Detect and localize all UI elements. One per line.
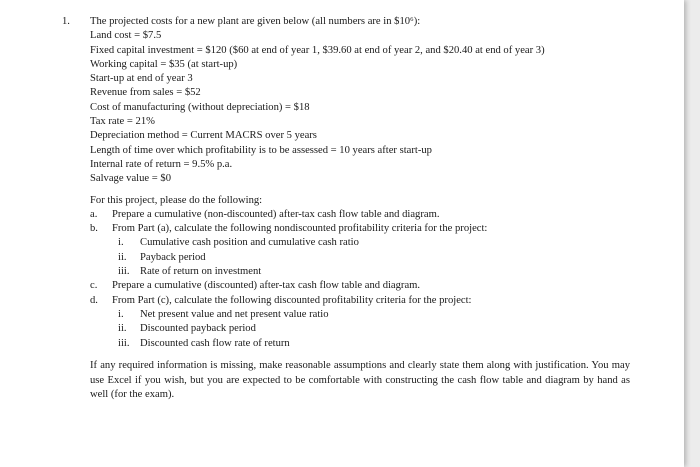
task-d-i bbox=[90, 308, 680, 322]
subtask-label: iii. bbox=[118, 266, 130, 278]
given-land-cost: Land cost = $7.5 bbox=[90, 30, 162, 42]
task-label: a. bbox=[90, 208, 98, 220]
task-list bbox=[90, 208, 680, 351]
subtask-text: Discounted cash flow rate of return bbox=[140, 337, 290, 349]
task-b-ii bbox=[90, 251, 680, 265]
question-intro: The projected costs for a new plant are given below (all numbers are in $10⁶): bbox=[90, 16, 421, 27]
task-d bbox=[90, 294, 680, 308]
given-irr: Internal rate of return = 9.5% p.a. bbox=[90, 158, 233, 170]
task-label: c. bbox=[90, 280, 98, 292]
task-b bbox=[90, 222, 680, 236]
tasks-intro: For this project, please do the following: bbox=[90, 194, 263, 206]
given-revenue: Revenue from sales = $52 bbox=[90, 87, 201, 99]
given-working-capital: Working capital = $35 (at start-up) bbox=[90, 58, 238, 70]
task-a bbox=[90, 208, 680, 222]
given-start-up: Start-up at end of year 3 bbox=[90, 73, 193, 85]
task-label: b. bbox=[90, 223, 98, 235]
subtask-text: Rate of return on investment bbox=[140, 266, 262, 278]
instructions-note: If any required information is missing, make reasonable assumptions and clearly state them along with justification. You may use Excel if you wish, but you are expected to be comfortable with constructing the cash flow table and diagram by hand as well (for the exam). bbox=[90, 359, 630, 401]
task-d-iii bbox=[90, 337, 680, 351]
task-c bbox=[90, 279, 680, 293]
task-text: From Part (c), calculate the following discounted profitability criteria for the project: bbox=[112, 294, 472, 306]
subtask-label: ii. bbox=[118, 323, 127, 335]
question-body bbox=[90, 15, 680, 403]
given-data-list bbox=[90, 29, 680, 186]
given-tax-rate: Tax rate = 21% bbox=[90, 116, 155, 128]
subtask-label: ii. bbox=[118, 251, 127, 263]
task-d-ii bbox=[90, 322, 680, 336]
given-salvage: Salvage value = $0 bbox=[90, 173, 171, 185]
task-text: Prepare a cumulative (discounted) after-tax cash flow table and diagram. bbox=[112, 280, 421, 292]
given-project-life: Length of time over which profitability is to be assessed = 10 years after start-up bbox=[90, 144, 432, 156]
subtask-text: Net present value and net present value ratio bbox=[140, 308, 329, 320]
subtask-label: iii. bbox=[118, 337, 130, 349]
subtask-text: Payback period bbox=[140, 251, 206, 263]
given-cost-of-manufacturing: Cost of manufacturing (without depreciation) = $18 bbox=[90, 101, 310, 113]
task-text: From Part (a), calculate the following nondiscounted profitability criteria for the project: bbox=[112, 223, 488, 235]
task-b-iii bbox=[90, 265, 680, 279]
subtask-text: Cumulative cash position and cumulative cash ratio bbox=[140, 237, 359, 249]
question-1 bbox=[40, 15, 680, 403]
task-label: d. bbox=[90, 294, 98, 306]
subtask-text: Discounted payback period bbox=[140, 323, 256, 335]
subtask-label: i. bbox=[118, 237, 124, 249]
subtask-label: i. bbox=[118, 308, 124, 320]
given-depreciation: Depreciation method = Current MACRS over 5 years bbox=[90, 130, 317, 142]
given-fixed-capital: Fixed capital investment = $120 ($60 at end of year 1, $39.60 at end of year 2, and $20.40 at end of year 3) bbox=[90, 44, 545, 56]
task-text: Prepare a cumulative (non-discounted) after-tax cash flow table and diagram. bbox=[112, 208, 440, 220]
task-b-i bbox=[90, 236, 680, 250]
question-number: 1. bbox=[62, 16, 70, 27]
